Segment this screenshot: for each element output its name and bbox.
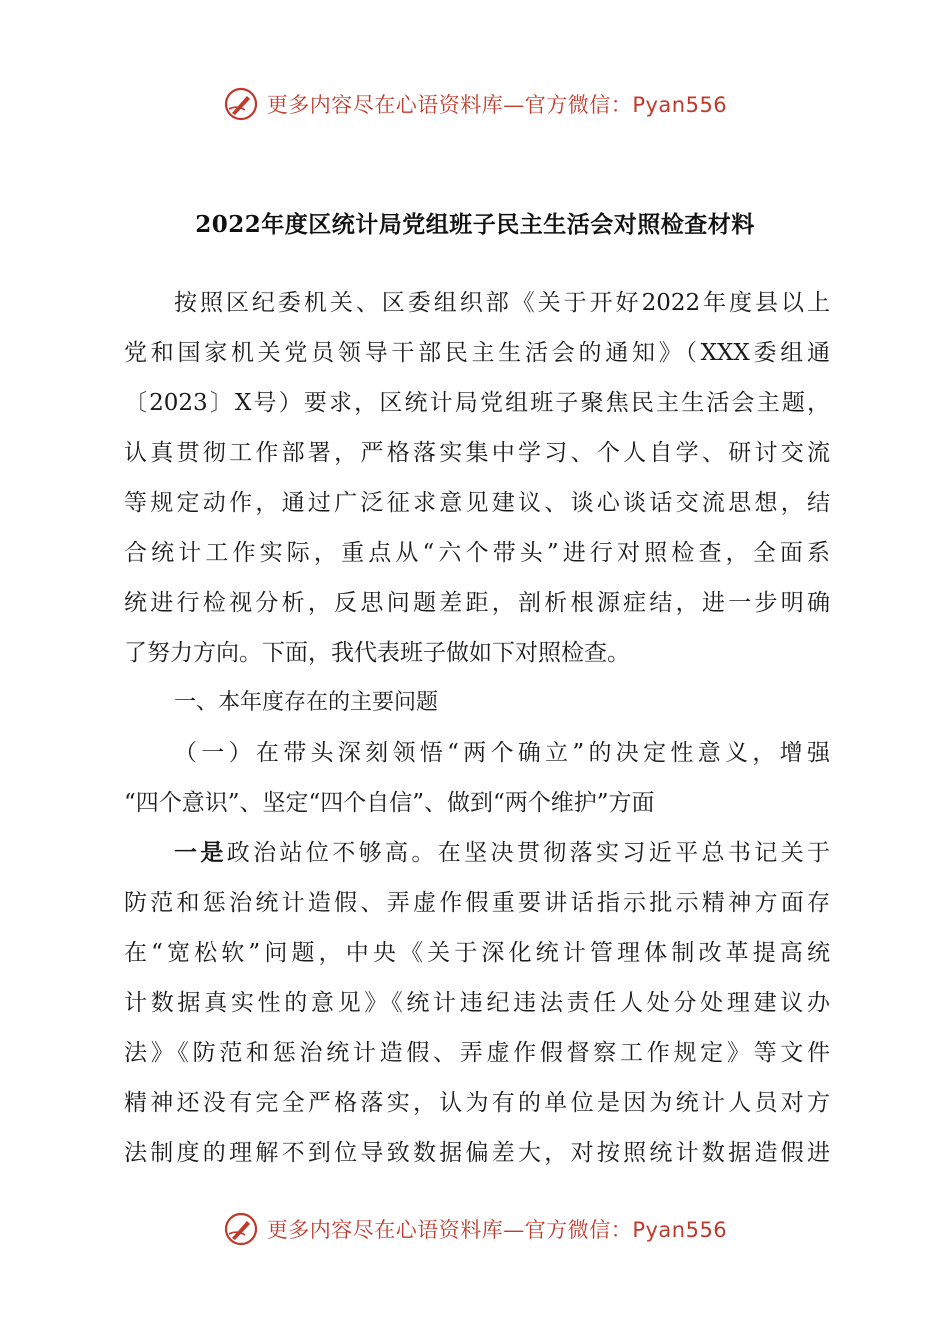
document-title: 2022年度区统计局党组班子民主生活会对照检查材料 bbox=[195, 211, 755, 238]
paragraph-line: 按照区纪委机关、区委组织部《关于开好2022年度县以上 bbox=[174, 290, 830, 316]
paragraph-line: 等规定动作，通过广泛征求意见建议、谈心谈话交流思想，结 bbox=[124, 490, 830, 516]
header-watermark bbox=[0, 82, 950, 126]
paragraph-line: 法制度的理解不到位导致数据偏差大，对按照统计数据造假进 bbox=[124, 1140, 830, 1166]
paragraph-line: 了努力方向。下面，我代表班子做如下对照检查。 bbox=[124, 640, 630, 666]
paragraph-line: 法》《防范和惩治统计造假、弄虚作假督察工作规定》等文件 bbox=[124, 1040, 830, 1066]
paragraph-line: 合统计工作实际，重点从“六个带头”进行对照检查，全面系 bbox=[124, 540, 830, 566]
point-first-line bbox=[124, 828, 830, 878]
paragraph-line: 防范和惩治统计造假、弄虚作假重要讲话指示批示精神方面存 bbox=[124, 890, 830, 916]
subsection-heading-line: （一）在带头深刻领悟“两个确立”的决定性意义，增强 bbox=[174, 740, 830, 766]
paragraph-line: 计数据真实性的意见》《统计违纪违法责任人处分处理建议办 bbox=[124, 990, 830, 1016]
point-lead: 一是 bbox=[174, 840, 227, 866]
pen-circle-icon bbox=[223, 1211, 259, 1247]
watermark-text: 更多内容尽在心语资料库—官方微信：Pyan556 bbox=[266, 1218, 728, 1242]
paragraph-line: 在“宽松软”问题，中央《关于深化统计管理体制改革提高统 bbox=[124, 940, 830, 966]
paragraph-line: 认真贯彻工作部署，严格落实集中学习、个人自学、研讨交流 bbox=[124, 440, 830, 466]
watermark-text: 更多内容尽在心语资料库—官方微信：Pyan556 bbox=[266, 93, 728, 117]
paragraph-line: 精神还没有完全严格落实，认为有的单位是因为统计人员对方 bbox=[124, 1090, 830, 1116]
pen-circle-icon bbox=[223, 86, 259, 122]
paragraph-line: 党和国家机关党员领导干部民主生活会的通知》（XXX委组通 bbox=[124, 340, 830, 366]
paragraph-line: 统进行检视分析，反思问题差距，剖析根源症结，进一步明确 bbox=[124, 590, 830, 616]
paragraph-line: 〔2023〕X号）要求，区统计局党组班子聚焦民主生活会主题， bbox=[124, 390, 830, 416]
section-heading: 一、本年度存在的主要问题 bbox=[174, 690, 439, 715]
document-body bbox=[124, 278, 830, 1178]
footer-watermark bbox=[0, 1207, 950, 1251]
subsection-heading-line: “四个意识”、坚定“四个自信”、做到“两个维护”方面 bbox=[124, 790, 655, 816]
point-first-text: 政治站位不够高。在坚决贯彻落实习近平总书记关于 bbox=[226, 840, 830, 866]
